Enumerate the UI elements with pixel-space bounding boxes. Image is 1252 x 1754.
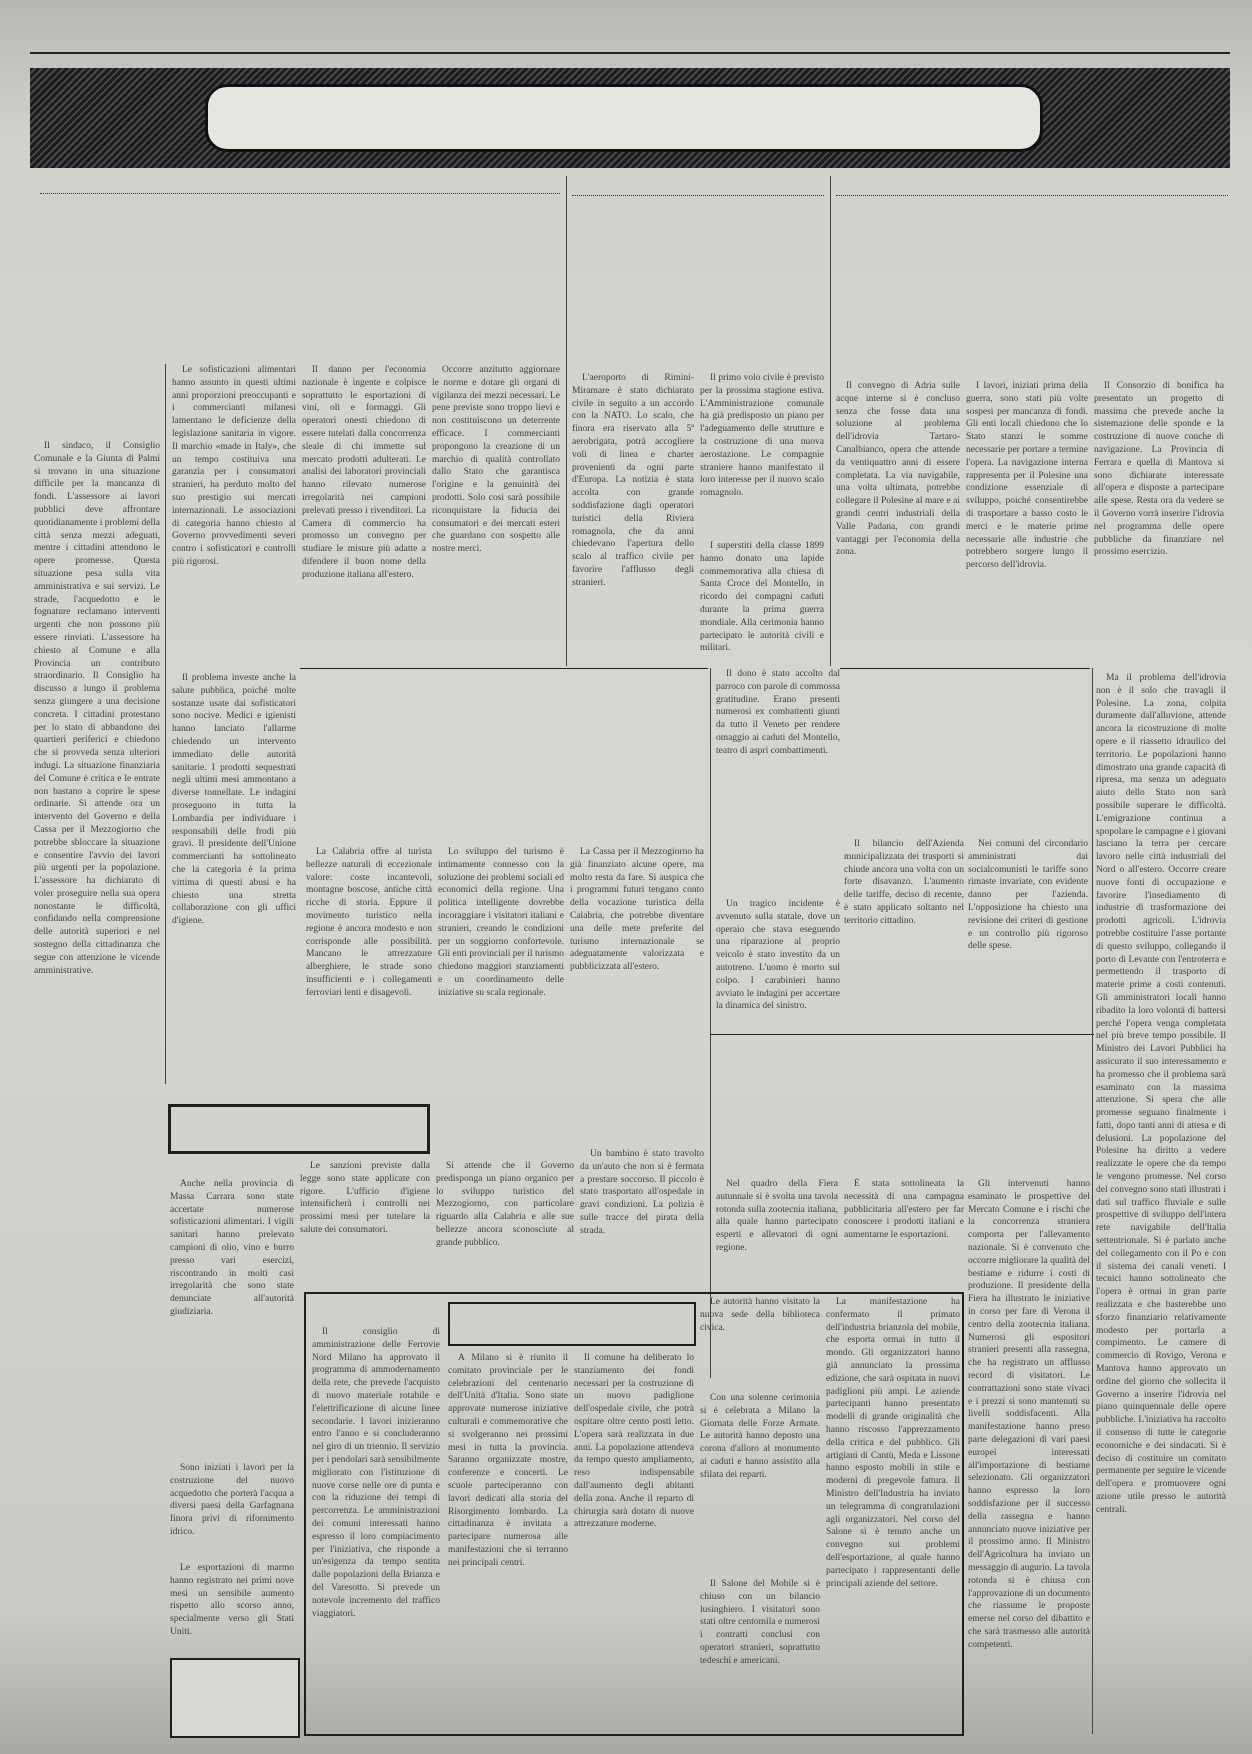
a7-body: Un tragico incidente è avvenuto sulla statale, dove un operaio che stava eseguendo una riparazione al proprio veicolo è stato investito da un autotreno. L'uomo è morto sul colpo. I carabinieri hanno avviato le indagini per accertare la dinamica del sinistro. (716, 899, 840, 1012)
a3-kicker-rule (836, 195, 1228, 196)
a3-column-3: Il Consorzio di bonifica ha presentato un progetto di massima che prevede anche la sistemazione delle sponde e la costruzione di nuove conche di navigazione. La Provincia di Ferrara e quella di Mantova si sono dichiarate interessate all'opera e disposte a partecipare alle spese. Resta ora da vedere se il Governo vorrà inserire l'idrovia nel programma delle opere pubbliche da finanziare nel prossimo esercizio. (1094, 381, 1224, 558)
a6-column-2: Nei comuni del circondario amministrati dai socialcomunisti le tariffe sono rimaste invariate, con evidente danno per l'azienda. L'opposizione ha chiesto una revisione dei criteri di gestione e un controllo più rigoroso delle spese. (968, 839, 1088, 952)
a1-divider (165, 364, 166, 1084)
lombardo-title-box (448, 1302, 696, 1346)
a5-column-1: La Calabria offre al turista bellezze naturali di eccezionale valore: coste incantevoli, montagne boscose, antiche città ricche di storia. Eppure il movimento turistico nella regione è ancora modesto e non corrisponde alle possibilità. Mancano le attrezzature alberghiere, le strade sono insufficienti e i collegamenti ferroviari lenti e disagevoli. (306, 847, 432, 998)
a5-column-2: Lo sviluppo del turismo è intimamente connesso con la soluzione dei problemi sociali ed economici della regione. Una politica intelligente dovrebbe incoraggiare i visitatori italiani e stranieri, creando le condizioni per un soggiorno confortevole. Gli enti provinciali per il turismo chiedono maggiori stanziamenti e un coordinamento delle iniziative su scala regionale. (438, 847, 564, 998)
lombardo-column-4: Con una solenne cerimonia si è celebrata a Milano la Giornata delle Forze Armate. Le autorità hanno deposto una corona d'alloro al monumento ai caduti e hanno assistito alla sfilata dei reparti. (700, 1393, 820, 1480)
a1-column-4: Occorre anzitutto aggiornare le norme e dotare gli organi di vigilanza dei mezzi necessari. Le pene previste sono troppo lievi e non costituiscono un deterrente efficace. I commercianti propongono la creazione di un marchio di qualità controllato dallo Stato che garantisca l'origine e la genuinità dei prodotti. Solo così sarà possibile riconquistare la fiducia dei consumatori e dei mercati esteri che guardano con sospetto alle nostre merci. (432, 365, 560, 555)
lombardo-column-6: La manifestazione ha confermato il primato dell'industria brianzola del mobile, che esporta ormai in tutto il mondo. Gli organizzatori hanno già annunciato la prossima edizione, che sarà ospitata in nuovi padiglioni più ampi. Le aziende partecipanti hanno presentato modelli di grande originalità che hanno riscosso l'apprezzamento della critica e del pubblico. Gli artigiani di Cantù, Meda e Lissone hanno esposto mobili in stile e moderni di pregevole fattura. Il Ministro dell'Industria ha inviato un telegramma di congratulazioni agli organizzatori. Nel corso del Salone si è tenuto anche un convegno sui problemi dell'esportazione, al quale hanno partecipato i rappresentanti delle principali aziende del settore. (826, 1297, 960, 1589)
apuane-body-3: Le esportazioni di marmo hanno registrato nei primi nove mesi un sensibile aumento rispetto allo scorso anno, specialmente verso gli Stati Uniti. (170, 1563, 294, 1637)
a1-column-2: Le sofisticazioni alimentari hanno assunto in questi ultimi anni proporzioni preoccupanti e i commercianti milanesi lamentano le deficienze della legislazione sanitaria in vigore. Il marchio «made in Italy», che un tempo costituiva una garanzia per i consumatori stranieri, ha perduto molto del suo prestigio sui mercati internazionali. Le associazioni di categoria hanno chiesto al Governo provvedimenti severi contro i sofisticatori e controlli più rigorosi. (172, 365, 296, 567)
a3-column-1: Il convegno di Adria sulle acque interne si è concluso senza che fosse data una soluzione al problema dell'idrovia Tartaro-Canalbianco, opera che attende da ventiquattro anni di essere completata. La via navigabile, una volta ultimata, potrebbe collegare il Polesine al mare e ai grandi centri industriali della Valle Padana, con grandi vantaggi per l'economia della zona. (836, 381, 960, 558)
apuane-body-2: Sono iniziati i lavori per la costruzione del nuovo acquedotto che porterà l'acqua a diversi paesi della Garfagnana finora privi di rifornimento idrico. (170, 1463, 294, 1537)
apuane-column-2: Le sanzioni previste dalla legge sono state applicate con rigore. L'ufficio d'igiene intensificherà i controlli nei prossimi mesi per tutelare la salute dei consumatori. (300, 1161, 430, 1235)
apuane-title-box (168, 1104, 430, 1154)
a3-left-divider (830, 176, 831, 666)
a1-column-1: Il sindaco, il Consiglio Comunale e la Giunta di Palmi si trovano in una situazione difficile per la mancanza di fondi. L'assessore ai lavori pubblici deve affrontare quotidianamente i problemi della città senza mezzi adeguati, mentre i cittadini attendono le opere promesse. Questa situazione pesa sulla vita amministrativa e sui servizi. Le strade, l'acquedotto e le fognature reclamano interventi urgenti che non possono più essere rinviati. L'assessore ha chiesto al Comune e alla Provincia un contributo straordinario. Il Consiglio ha discusso a lungo il problema senza giungere a una decisione concreta. I cittadini protestano per lo stato di abbandono dei quartieri periferici e chiedono che si provveda senza ulteriori indugi. La situazione finanziaria del Comune è critica e le entrate non bastano a coprire le spese ordinarie. Si attende ora un intervento del Governo e della Cassa per il Mezzogiorno che potrebbe sbloccare la situazione e consentire l'avvio dei lavori più urgenti per la popolazione. L'assessore ha dichiarato di voler proseguire nella sua opera nonostante le difficoltà, confidando nella comprensione delle autorità superiori e nel sostegno della cittadinanza che segue con attenzione le vicende amministrative. (34, 441, 160, 976)
a5-right-divider (710, 668, 711, 1378)
a2-column-2: Il primo volo civile è previsto per la prossima stagione estiva. L'Amministrazione comunale ha già predisposto un piano per l'adeguamento delle strutture e la costruzione di una nuova aerostazione. Le compagnie straniere hanno manifestato il loro interesse per il nuovo scalo romagnolo. (700, 373, 824, 499)
a2-column-1: L'aeroporto di Rimini-Miramare è stato dichiarato civile in seguito a un accordo con la NATO. Lo scalo, che finora era riservato alla 5ª aerobrigata, potrà accogliere voli di linea e charter provenienti da ogni parte d'Europa. La notizia è stata accolta con grande soddisfazione dagli operatori turistici della Riviera romagnola, che da anni chiedevano l'apertura dello scalo al traffico civile per favorire l'afflusso degli stranieri. (572, 373, 694, 588)
a1-column-5: Il problema investe anche la salute pubblica, poiché molte sostanze usate dai sofisticatori sono nocive. Medici e igienisti hanno lanciato l'allarme chiedendo un intervento immediato delle autorità sanitarie. I prodotti sequestrati negli ultimi mesi ammontano a diverse tonnellate. Le indagini proseguono in tutta la Lombardia per individuare i responsabili delle frodi più gravi. Il presidente dell'Unione commercianti ha sottolineato che la categoria è la prima vittima di questi abusi e ha chiesto una stretta collaborazione con gli uffici d'igiene. (172, 673, 296, 927)
a1-kicker-rule (40, 193, 560, 194)
a8-column-2: È stata sottolineata la necessità di una campagna pubblicitaria all'estero per far conoscere i prodotti italiani e aumentarne le esportazioni. (844, 1179, 964, 1241)
a5-column-3: La Cassa per il Mezzogiorno ha già finanziato alcune opere, ma molto resta da fare. Si auspica che i programmi futuri tengano conto della vocazione turistica della Calabria, che potrebbe diventare una delle mete preferite del turismo internazionale se adeguatamente valorizzata e pubblicizzata all'estero. (570, 847, 704, 973)
header-rule (30, 52, 1230, 54)
a4-body: I superstiti della classe 1899 hanno donato una lapide commemorativa alla chiesa di Santa Croce del Montello, in ricordo dei compagni caduti durante la prima guerra mondiale. Alla cerimonia hanno partecipato le autorità civili e militari. (700, 541, 824, 654)
a3-column-2: I lavori, iniziati prima della guerra, sono stati più volte sospesi per mancanza di fondi. Gli enti locali chiedono che lo Stato stanzi le somme necessarie per portare a termine l'opera. La navigazione interna rappresenta per il Polesine una condizione essenziale di sviluppo, poiché consentirebbe di trasportare a basso costo le merci e le materie prime necessarie alle industrie che potrebbero sorgere lungo il percorso dell'idrovia. (966, 381, 1088, 571)
a1-column-3: Il danno per l'economia nazionale è ingente e colpisce soprattutto le esportazioni di vini, oli e formaggi. Gli operatori onesti chiedono di essere tutelati dalla concorrenza sleale di chi immette sul mercato prodotti adulterati. Le analisi dei laboratori provinciali hanno rilevato numerose irregolarità nei campioni prelevati presso i rivenditori. La Camera di commercio ha promosso un convegno per studiare le misure più adatte a difendere il buon nome della produzione italiana all'estero. (302, 365, 426, 580)
a6-top-rule (840, 668, 1090, 669)
banner-frame (205, 84, 1043, 152)
lombardo-column-5: Il Salone del Mobile si è chiuso con un bilancio lusinghiero. I visitatori sono stati oltre centomila e numerosi i contratti conclusi con operatori stranieri, soprattutto tedeschi e americani. (700, 1579, 820, 1666)
subscribe-box[interactable] (170, 1658, 300, 1738)
a2-left-divider (566, 176, 567, 666)
lombardo-column-4-top: Le autorità hanno visitato la nuova sede della biblioteca civica. (700, 1297, 820, 1333)
a3-continuation: Ma il problema dell'idrovia non è il solo che travagli il Polesine. La zona, colpita duramente dall'alluvione, attende ancora la ricostruzione di molte opere e il riassetto idraulico del territorio. Le popolazioni hanno dimostrato una grande capacità di ripresa, ma senza un adeguato aiuto dello Stato non sarà possibile superare le difficoltà. L'emigrazione continua a spopolare le campagne e i giovani lasciano la terra per cercare lavoro nelle città industriali del Nord o all'estero. Occorre creare nuove fonti di occupazione e favorire l'insediamento di industrie di trasformazione dei prodotti agricoli. L'idrovia potrebbe costituire l'asse portante di questo sviluppo, collegando il porto di Levante con l'entroterra e permettendo il trasporto di materie prime a costi contenuti. Gli amministratori locali hanno ribadito la loro volontà di battersi perché l'opera venga completata nel più breve tempo possibile. Il Ministro dei Lavori Pubblici ha assicurato il suo interessamento e ha promesso che il problema sarà esaminato con la massima attenzione. Si spera che alle promesse seguano finalmente i fatti, dopo tanti anni di attesa e di delusioni. La popolazione del Polesine ha diritto a vedere realizzate le opere che da tempo le vengono promesse. Nel corso del convegno sono stati illustrati i dati sul traffico fluviale e sulle prospettive di sviluppo dell'intera rete navigabile dell'Italia settentrionale. Si è parlato anche del collegamento con il Po e con il sistema dei canali veneti. I tecnici hanno sottolineato che l'opera è ormai in gran parte realizzata e che basterebbe uno sforzo finanziario relativamente modesto per portarla a compimento. Le camere di commercio di Rovigo, Verona e Mantova hanno approvato un ordine del giorno che sollecita il Governo a inserire l'idrovia nel piano quinquennale delle opere pubbliche. L'iniziativa ha raccolto il consenso di tutte le categorie economiche e dei sindacati. Si è deciso di costituire un comitato permanente per seguire le vicende dell'opera e promuovere ogni azione utile presso le autorità centrali. (1096, 673, 1226, 1515)
apuane-column-1: Anche nella provincia di Massa Carrara sono state accertate numerose sofisticazioni alimentari. I vigili sanitari hanno prelevato campioni di olio, vino e burro presso vari esercizi, riscontrando in molti casi irregolarità che sono state denunciate all'autorità giudiziaria. (170, 1179, 294, 1317)
a8-column-1: Nel quadro della Fiera autunnale si è svolta una tavola rotonda sulla zootecnia italiana, alla quale hanno partecipato esperti e allevatori di ogni regione. (716, 1179, 838, 1253)
a9-body: Un bambino è stato travolto da un'auto che non si è fermata a prestare soccorso. Il piccolo è stato trasportato all'ospedale in gravi condizioni. La polizia è sulle tracce del pirata della strada. (580, 1149, 704, 1236)
a8-top-rule (710, 1034, 1094, 1035)
a2-kicker-rule (572, 195, 824, 196)
right-column-divider (1092, 668, 1093, 1734)
a5-continuation: Si attende che il Governo predisponga un piano organico per lo sviluppo turistico del Mezzogiorno, con particolare riguardo alla Calabria e alle sue bellezze ancora sconosciute al grande pubblico. (436, 1161, 574, 1248)
lombardo-column-2: A Milano si è riunito il comitato provinciale per le celebrazioni del centenario dell'Unità d'Italia. Sono state approvate numerose iniziative culturali e commemorative che si svolgeranno nei prossimi mesi in tutta la provincia. Saranno organizzate mostre, conferenze e concerti. Le scuole parteciperanno con lavori dedicati alla storia del Risorgimento lombardo. La cittadinanza è invitata a partecipare numerosa alle manifestazioni che si terranno nei principali centri. (448, 1353, 568, 1568)
a4-continuation: Il dono è stato accolto dal parroco con parole di commossa gratitudine. Erano presenti numerosi ex combattenti giunti da tutto il Veneto per rendere omaggio ai caduti del Montello, teatro di aspri combattimenti. (716, 669, 840, 756)
lombardo-column-1: Il consiglio di amministrazione delle Ferrovie Nord Milano ha approvato il programma di ammodernamento della rete, che prevede l'acquisto di nuovo materiale rotabile e l'elettrificazione di alcune linee secondarie. I lavori inizieranno entro l'anno e si concluderanno nel giro di un triennio. Il servizio per i pendolari sarà sensibilmente migliorato con l'istituzione di nuove corse nelle ore di punta e con la riduzione dei tempi di percorrenza. Le amministrazioni dei comuni interessati hanno espresso il loro compiacimento per l'iniziativa, che risponde a un'esigenza da tempo sentita dalle popolazioni della Brianza e del Varesotto. Si prevede un notevole incremento del traffico viaggiatori. (312, 1327, 440, 1619)
a6-column-1: Il bilancio dell'Azienda municipalizzata dei trasporti si chiude ancora una volta con un forte disavanzo. L'aumento delle tariffe, deciso di recente, è stato applicato soltanto nel territorio cittadino. (844, 839, 964, 926)
lombardo-column-3: Il comune ha deliberato lo stanziamento dei fondi necessari per la costruzione di un nuovo padiglione dell'ospedale civile, che potrà ospitare oltre cento posti letto. L'opera sarà realizzata in due anni. La popolazione attendeva da tempo questo ampliamento, reso indispensabile dall'aumento degli abitanti della zona. Anche il reparto di chirurgia sarà dotato di nuove attrezzature moderne. (574, 1353, 694, 1530)
a8-column-3: Gli intervenuti hanno esaminato le prospettive del Mercato Comune e i rischi che la concorrenza straniera comporta per l'allevamento nazionale. Si è convenuto che occorre migliorare la qualità del bestiame e ridurre i costi di produzione. Il presidente della Fiera ha illustrato le iniziative in corso per fare di Verona il centro della zootecnia italiana. Numerosi gli espositori stranieri presenti alla rassegna, che ha registrato un afflusso record di visitatori. Le contrattazioni sono state vivaci e i prezzi si sono mantenuti su livelli soddisfacenti. Alla manifestazione hanno preso parte delegazioni di vari paesi europei interessati all'importazione di bestiame selezionato. Gli organizzatori hanno espresso la loro soddisfazione per il successo della rassegna e hanno annunciato nuove iniziative per il prossimo anno. Il Ministro dell'Agricoltura ha inviato un messaggio di augurio. La tavola rotonda si è chiusa con l'approvazione di un documento che riassume le proposte emerse nel corso del dibattito e che sarà trasmesso alle autorità competenti. (968, 1179, 1090, 1650)
a5-top-rule (300, 668, 708, 669)
